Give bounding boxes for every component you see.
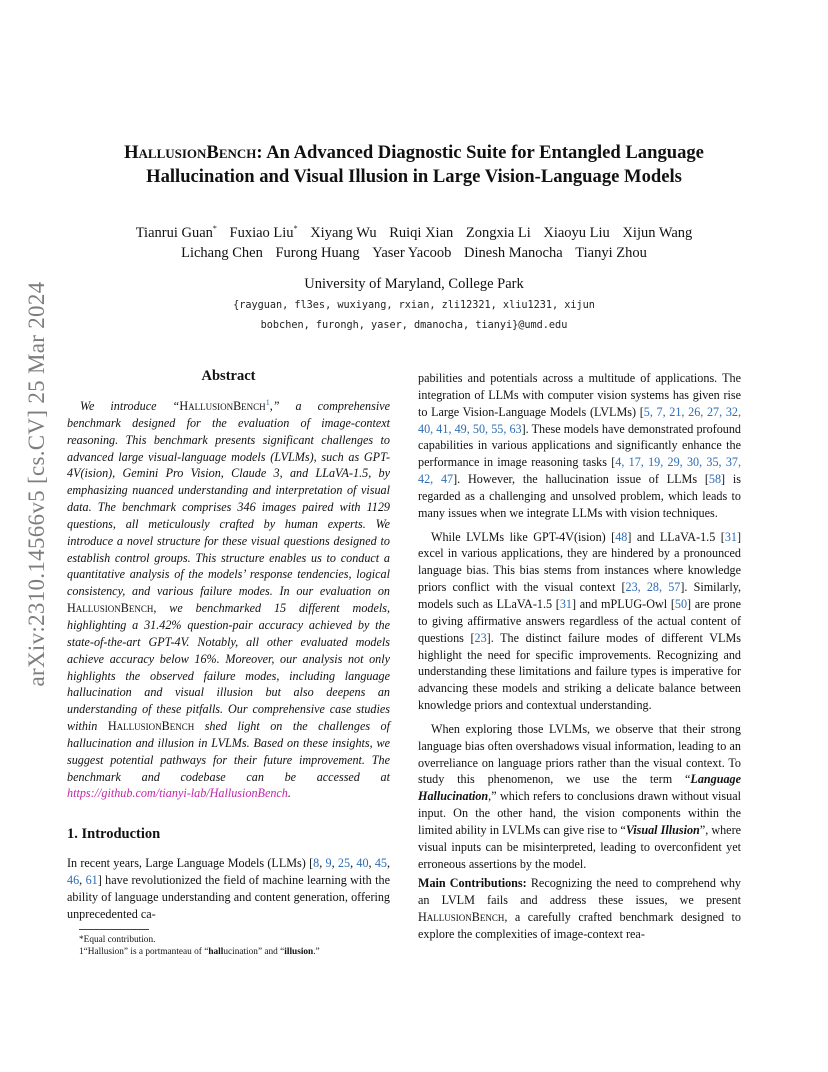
citation-link[interactable]: 61: [85, 873, 98, 888]
title-line2: Hallucination and Visual Illusion in Large Vision-Language Models: [146, 166, 682, 187]
arxiv-identifier: arXiv:2310.14566v5 [cs.CV] 25 Mar 2024: [24, 281, 49, 687]
right-column: [418, 370, 741, 943]
author: Furong Huang: [275, 244, 360, 261]
author: Ruiqi Xian: [389, 224, 454, 241]
author: Xiaoyu Liu: [543, 224, 610, 241]
intro-paragraph: In recent years, Large Language Models (LLMs) [8, 9, 25, 40, 45, 46, 61] have revolutionized the field of machine learning with the ability of language understanding and content generation, offering unprecedented ca-: [67, 856, 391, 921]
citation-link[interactable]: 45: [374, 856, 387, 871]
hallucination-illusion-paragraph: When exploring those LVLMs, we observe that their strong language bias often overshadows visual information, leading to an overreliance on language priors rather than the visual context. To study this phenomenon, we use the term “Language Hallucination,” which refers to conclusions drawn without visual input. On the other hand, the vision components within the limited ability in LVLMs can give rise to “Visual Illusion”, where visual inputs can be misinterpreted, leading to overconfident yet erroneous assertions by the model.: [418, 721, 741, 871]
abstract-text: We introduce “HallusionBench$^1$,” a comprehensive benchmark designed for the evaluation of image-context reasoning. This benchmark presents significant challenges to advanced large visual-language models (LVLMs), such as GPT-4V(ision), Gemini Pro Vision, Claude 3, and LLaVA-1.5, by emphasizing nuanced understanding and interpretation of visual data. The benchmark comprises 346 images paired with 1129 questions, all meticulously crafted by human experts. We introduce a novel structure for these visual questions designed to establish control groups. This structure enables us to conduct a quantitative analysis of the models’ response tendencies, logical consistency, and various failure modes. In our evaluation on HallusionBench, we benchmarked 15 different models, highlighting a 31.42% question-pair accuracy achieved by the state-of-the-art GPT-4V. Notably, all other evaluated models achieve accuracy below 16%. Moreover, our analysis not only highlights the observed failure modes, including language hallucination and visual illusion but also deepens an understanding of these pitfalls. Our comprehensive case studies within HallusionBench shed light on the challenges of hallucination and illusion in LVLMs. Based on these insights, we suggest potential pathways for their future improvement. The benchmark and codebase can be accessed at https://github.com/tianyi-lab/HallusionBench.: [67, 398, 390, 801]
email-line-2: bobchen, furongh, yaser, dmanocha, tianyi}@umd.edu: [260, 320, 568, 331]
author: Tianyi Zhou: [575, 244, 647, 261]
footnote-hallusion: 1“Hallusion” is a portmanteau of “hallucination” and “illusion.”: [79, 947, 320, 958]
main-contributions-heading: Main Contributions:: [418, 876, 527, 891]
main-contributions-paragraph: Main Contributions: Recognizing the need to comprehend why an LVLM fails and address these issues, we present HallusionBench, a carefully crafted benchmark designed to explore the complexities of image-context rea-: [418, 876, 741, 941]
citation-link[interactable]: 48: [615, 529, 628, 544]
left-column: [67, 368, 390, 959]
citation-links[interactable]: 23, 28, 57: [625, 580, 681, 595]
paper-title: [70, 141, 758, 189]
author: Tianrui Guan*: [135, 224, 217, 241]
author-line-1: [70, 219, 758, 243]
benchmark-name: HallusionBench: [179, 399, 266, 414]
abstract-heading: Abstract: [201, 368, 256, 384]
benchmark-name: HallusionBench: [124, 142, 257, 163]
title-line1-rest: : An Advanced Diagnostic Suite for Entangled Language: [256, 142, 704, 163]
author: Xiyang Wu: [310, 224, 377, 241]
citation-link[interactable]: 25: [337, 856, 351, 871]
affiliation: University of Maryland, College Park: [304, 276, 524, 292]
author-line-2: [70, 243, 758, 263]
author: Yaser Yacoob: [372, 244, 452, 261]
author: Zongxia Li: [465, 224, 531, 241]
benchmark-name: HallusionBench: [418, 910, 505, 925]
benchmark-name: HallusionBench: [67, 601, 154, 616]
citation-link[interactable]: 8: [313, 856, 320, 871]
lvlm-bias-paragraph: While LVLMs like GPT-4V(ision) [48] and LLaVA-1.5 [31] excel in various applications, they are hindered by a pronounced language bias. This bias stems from instances where knowledge priors conflict with the visual context [23, 28, 57]. Similarly, models such as LLaVA-1.5 [31] and mPLUG-Owl [50] are prone to giving affirmative answers regardless of the actual content of questions [23]. The distinct failure modes of different VLMs highlight the need for specific improvements. Recognizing and understanding these limitations and failure types is imperative for advancing these models and striking a delicate balance between knowledge priors and contextual understanding.: [418, 529, 742, 713]
author: Fuxiao Liu*: [229, 224, 298, 241]
benchmark-name: HallusionBench: [107, 719, 195, 734]
email-line-1: {rayguan, fl3es, wuxiyang, rxian, zli12321, xliu1231, xijun: [233, 300, 595, 311]
citation-link[interactable]: 31: [724, 529, 737, 544]
author-emails: [70, 296, 758, 336]
author: Lichang Chen: [181, 244, 263, 261]
citation-link[interactable]: 58: [708, 472, 722, 487]
author-list: [70, 219, 758, 263]
footnote-divider: [79, 929, 149, 930]
author: Xijun Wang: [622, 224, 693, 241]
citation-link[interactable]: 46: [67, 873, 80, 888]
term-language-hallucination: Language Hallucination: [418, 772, 741, 804]
citation-link[interactable]: 40: [356, 856, 369, 871]
term-visual-illusion: Visual Illusion: [625, 822, 700, 837]
footnote-equal-contribution: *Equal contribution.: [79, 934, 156, 945]
intro-paragraph-continued: pabilities and potentials across a multitude of applications. The integration of LLMs with computer vision systems has given rise to Large Vision-Language Models (LVLMs) [5, 7, 21, 26, 27, 32, 40, 41, 49, 50, 55, 63]. These models have demonstrated profound capabilities in various applications and significantly enhance the performance in image reasoning tasks [4, 17, 19, 29, 30, 35, 37, 42, 47]. However, the hallucination issue of LLMs [58] is regarded as a challenging and unsolved problem, which leads to many issues when we integrate LLMs with vision techniques.: [418, 371, 741, 520]
section-heading-introduction: 1. Introduction: [67, 826, 161, 843]
arxiv-sidebar-stamp: [22, 281, 52, 687]
citation-link[interactable]: 31: [559, 596, 572, 611]
citation-links[interactable]: 5, 7, 21, 26, 27, 32, 40, 41, 49, 50, 55, 63: [418, 404, 741, 436]
citation-link[interactable]: 50: [674, 596, 688, 611]
citation-links[interactable]: 4, 17, 19, 29, 30, 35, 37, 42, 47: [418, 455, 741, 487]
author: Dinesh Manocha: [464, 244, 563, 261]
citation-link[interactable]: 23: [474, 630, 487, 645]
footnote-mark: 1: [265, 398, 270, 407]
citation-link[interactable]: 9: [325, 856, 332, 871]
github-link[interactable]: https://github.com/tianyi-lab/HallusionBench: [67, 786, 288, 801]
